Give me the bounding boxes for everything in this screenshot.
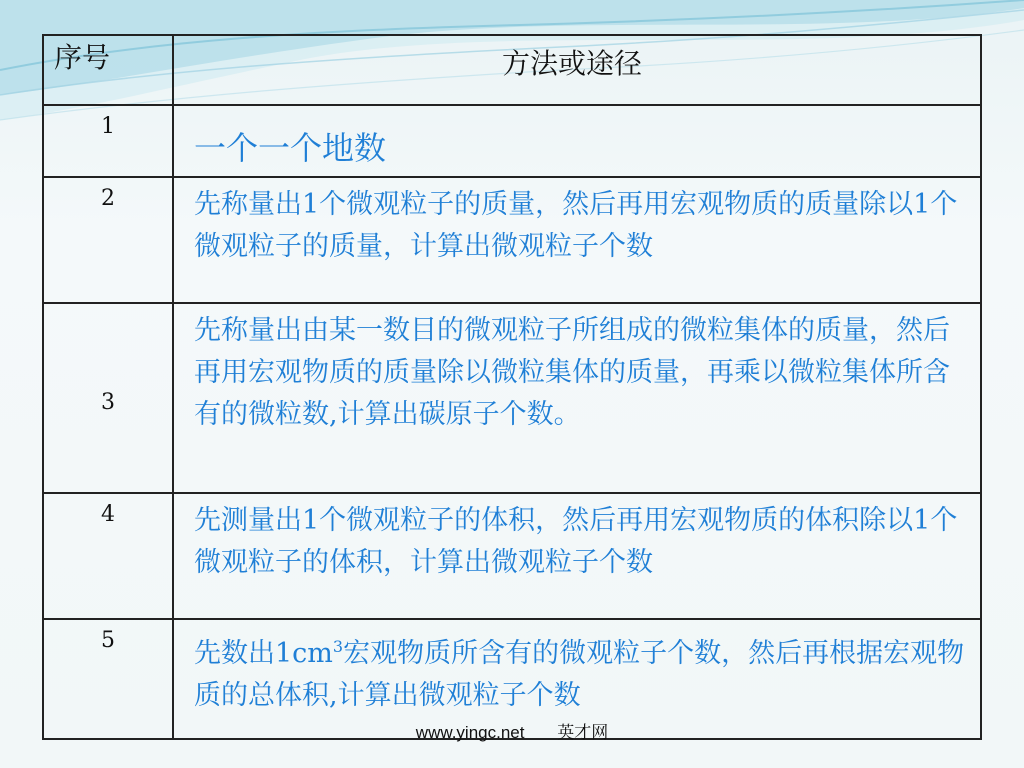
table-row [43,303,981,493]
method-text: 先测量出1个微观粒子的体积，然后再用宏观物质的体积除以1个微观粒子的体积，计算出微观粒子个数 [194,505,958,578]
header-number: 序号 [43,35,173,105]
header-method: 方法或途径 [173,35,981,105]
table-row [43,493,981,619]
table-row [43,105,981,177]
method-text: 一个一个地数 [194,129,387,167]
method-text: 先称量出1个微观粒子的质量，然后再用宏观物质的质量除以1个微观粒子的质量，计算出微观粒子个数 [194,189,958,262]
row-number: 1 [43,105,173,177]
row-number: 3 [43,303,173,493]
row-number: 5 [43,619,173,739]
table-header-row [43,35,981,105]
row-number: 4 [43,493,173,619]
footer-site-name: 英才网 [557,723,609,742]
footer [0,718,1024,743]
footer-website[interactable]: www.yingc.net [415,723,525,742]
method-text: 先称量出由某一数目的微观粒子所组成的微粒集体的质量，然后再用宏观物质的质量除以微粒集体的质量，再乘以微粒集体所含有的微粒数,计算出碳原子个数。 [194,315,950,430]
method-text: 先数出$1cm^3$宏观物质所含有的微观粒子个数，然后再根据宏观物质的总体积,计算出微观粒子个数 [194,637,965,711]
table-row [43,177,981,303]
methods-table [42,34,982,740]
row-number: 2 [43,177,173,303]
